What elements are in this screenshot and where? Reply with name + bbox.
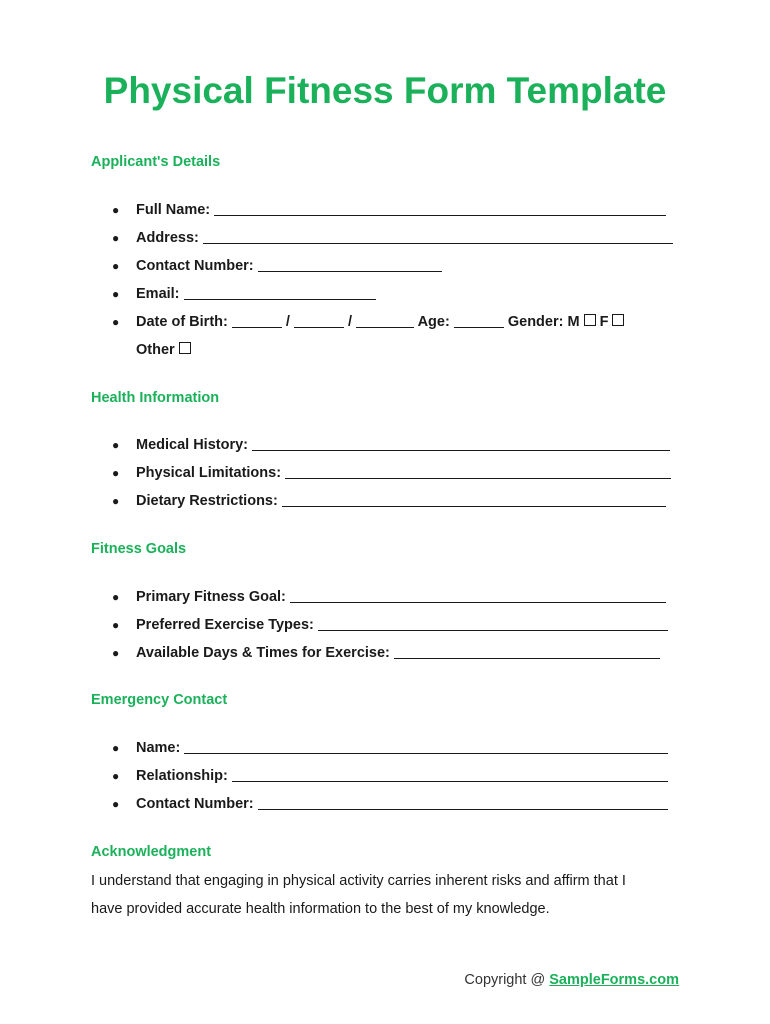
contact-number-field[interactable]: [258, 257, 442, 272]
physical-limitations-label: Physical Limitations:: [136, 465, 282, 481]
address-label: Address:: [136, 230, 199, 246]
available-days-label: Available Days & Times for Exercise:: [136, 645, 390, 661]
gender-label: Gender: M: [507, 314, 580, 330]
section-heading-health: Health Information: [91, 390, 220, 406]
primary-goal-field[interactable]: [290, 588, 666, 603]
exercise-types-label: Preferred Exercise Types:: [136, 617, 314, 633]
physical-limitations-field[interactable]: [285, 464, 671, 479]
list-item: [112, 762, 668, 790]
section-heading-fitness: Fitness Goals: [91, 541, 187, 557]
list-item: [112, 487, 671, 515]
dob-year-field[interactable]: [356, 313, 414, 328]
relationship-label: Relationship:: [136, 768, 228, 784]
emergency-contact-number-field[interactable]: [258, 795, 668, 810]
copyright-footer: [464, 972, 679, 988]
list-item: [112, 459, 671, 487]
bullet-icon: ●: [112, 259, 120, 273]
available-days-field[interactable]: [394, 644, 660, 659]
bullet-icon: ●: [112, 618, 120, 632]
bullet-icon: ●: [112, 287, 120, 301]
contact-number-label: Contact Number:: [136, 258, 254, 274]
bullet-icon: ●: [112, 438, 120, 452]
emergency-list: [112, 734, 668, 818]
emergency-contact-number-label: Contact Number:: [136, 796, 254, 812]
list-item: [112, 224, 673, 252]
dob-separator: /: [285, 314, 290, 330]
list-item: [112, 639, 668, 667]
dob-separator: /: [348, 314, 353, 330]
copyright-prefix: Copyright @: [464, 972, 550, 988]
page-title: Physical Fitness Form Template: [103, 70, 667, 111]
acknowledgment-line: I understand that engaging in physical activity carries inherent risks and affirm that I: [91, 873, 626, 889]
list-item: [112, 734, 668, 762]
list-item: [112, 583, 668, 611]
health-list: [112, 431, 671, 515]
gender-f-checkbox[interactable]: [612, 314, 624, 326]
relationship-field[interactable]: [232, 767, 668, 782]
primary-goal-label: Primary Fitness Goal:: [136, 589, 286, 605]
age-label: Age:: [417, 314, 450, 330]
dietary-restrictions-label: Dietary Restrictions:: [136, 493, 278, 509]
list-item: [112, 252, 673, 280]
gender-m-checkbox[interactable]: [584, 314, 596, 326]
acknowledgment-line: have provided accurate health information to the best of my knowledge.: [91, 901, 550, 917]
applicant-list: [112, 196, 673, 336]
section-heading-emergency: Emergency Contact: [91, 692, 228, 708]
list-item: [112, 196, 673, 224]
dietary-restrictions-field[interactable]: [282, 492, 666, 507]
email-field[interactable]: [184, 285, 376, 300]
list-item: [112, 280, 673, 308]
bullet-icon: ●: [112, 315, 120, 329]
bullet-icon: ●: [112, 646, 120, 660]
gender-f-label: F: [599, 314, 609, 330]
list-item: [112, 611, 668, 639]
bullet-icon: ●: [112, 590, 120, 604]
age-field[interactable]: [454, 313, 504, 328]
acknowledgment-text: [91, 867, 681, 923]
list-item: [112, 790, 668, 818]
dob-day-field[interactable]: [294, 313, 344, 328]
gender-other-label: Other: [136, 342, 175, 358]
dob-month-field[interactable]: [232, 313, 282, 328]
bullet-icon: ●: [112, 741, 120, 755]
bullet-icon: ●: [112, 203, 120, 217]
section-heading-applicant: Applicant's Details: [91, 154, 221, 170]
email-label: Email:: [136, 286, 180, 302]
fitness-list: [112, 583, 668, 667]
full-name-field[interactable]: [214, 201, 666, 216]
emergency-name-field[interactable]: [184, 739, 668, 754]
bullet-icon: ●: [112, 494, 120, 508]
gender-other-line: [136, 342, 191, 358]
medical-history-field[interactable]: [252, 436, 670, 451]
address-field[interactable]: [203, 229, 673, 244]
list-item: [112, 308, 673, 336]
dob-label: Date of Birth:: [136, 314, 228, 330]
section-heading-acknowledgment: Acknowledgment: [91, 844, 212, 860]
exercise-types-field[interactable]: [318, 616, 668, 631]
list-item: [112, 431, 671, 459]
gender-other-checkbox[interactable]: [179, 342, 191, 354]
bullet-icon: ●: [112, 231, 120, 245]
medical-history-label: Medical History:: [136, 437, 248, 453]
bullet-icon: ●: [112, 466, 120, 480]
bullet-icon: ●: [112, 797, 120, 811]
bullet-icon: ●: [112, 769, 120, 783]
full-name-label: Full Name:: [136, 202, 211, 218]
emergency-name-label: Name:: [136, 740, 181, 756]
brand-link[interactable]: SampleForms.com: [549, 972, 679, 988]
